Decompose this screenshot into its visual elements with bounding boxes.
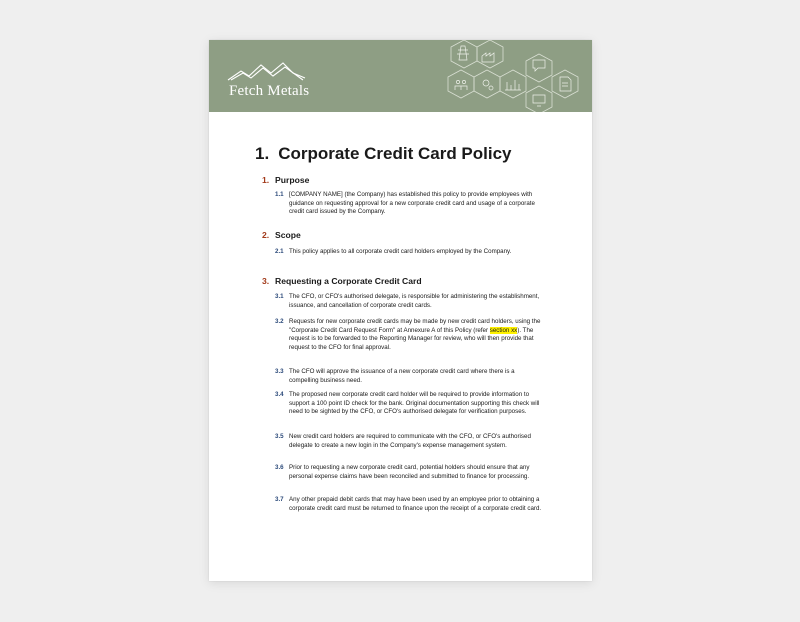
clause-number: 1.1 [275,191,284,198]
document-title-number: 1. [255,144,270,163]
section-heading [262,230,562,240]
section-title: Scope [275,230,301,240]
clause-text: Any other prepaid debit cards that may have been used by an employee prior to obtaining a corporate credit card must be returned to finance upon the receipt of a corporate credit card. [289,496,542,512]
section-requesting-card [262,276,562,512]
header-banner [209,40,592,112]
industry-hexagon-pattern [209,40,592,112]
clause-text: [COMPANY NAME] (the Company) has established this policy to provide employees with guidance on requesting approval for a new corporate credit card and usage of a corporate credit card issued by the Company. [289,191,535,216]
clause-text-after: ). The request is to be forwarded to the Reporting Manager for review, who will then provide that request to the CFO for final approval. [289,326,534,351]
clause-number: 3.3 [275,368,284,375]
mountain-logo-icon [228,63,305,80]
clause-text: This policy applies to all corporate credit card holders employed by the Company. [289,248,512,255]
clause-number: 3.1 [275,293,284,300]
section-heading [262,276,562,286]
clause-text [289,318,543,352]
section-number: 2. [262,230,270,240]
section-number: 3. [262,276,270,286]
section-scope [262,230,562,255]
clause-number: 3.6 [275,464,284,471]
clause-number: 3.2 [275,318,284,325]
clause-text: The proposed new corporate credit card holder will be required to provide information to support a 100 point ID check for the bank. Original documentation supporting this check will need to be sighted by the CFO, or CFO's authorised delegate for verification purposes. [289,391,540,416]
clause-number: 3.4 [275,391,284,398]
section-purpose [262,175,562,216]
clause-text: Prior to requesting a new corporate credit card, potential holders should ensure that any personal expense claims have been reconciled and submitted to finance for processing. [289,464,530,480]
clause-text-before: Requests for new corporate credit cards may be made by new credit card holders, using the "Corporate Credit Card Request Form" at Annexure A of this Policy (refer [289,318,541,334]
document-title-text: Corporate Credit Card Policy [278,144,512,163]
clause-number: 2.1 [275,248,284,255]
clause-text: New credit card holders are required to communicate with the CFO, or CFO's authorised delegate to create a new login in the Company's expense management system. [289,433,531,449]
section-number: 1. [262,175,270,185]
document-title [255,144,512,164]
clause-text: The CFO, or CFO's authorised delegate, is responsible for administering the establishment, issuance, and cancellation of corporate credit cards. [289,293,540,309]
clause-number: 3.5 [275,433,284,440]
document-page [209,40,592,581]
highlighted-placeholder: section xx [489,326,518,334]
clause-number: 3.7 [275,496,284,503]
section-heading [262,175,562,185]
clause-text: The CFO will approve the issuance of a new corporate credit card where there is a compelling business need. [289,368,515,384]
section-title: Requesting a Corporate Credit Card [275,276,422,286]
brand-name: Fetch Metals [229,83,310,99]
section-title: Purpose [275,175,310,185]
